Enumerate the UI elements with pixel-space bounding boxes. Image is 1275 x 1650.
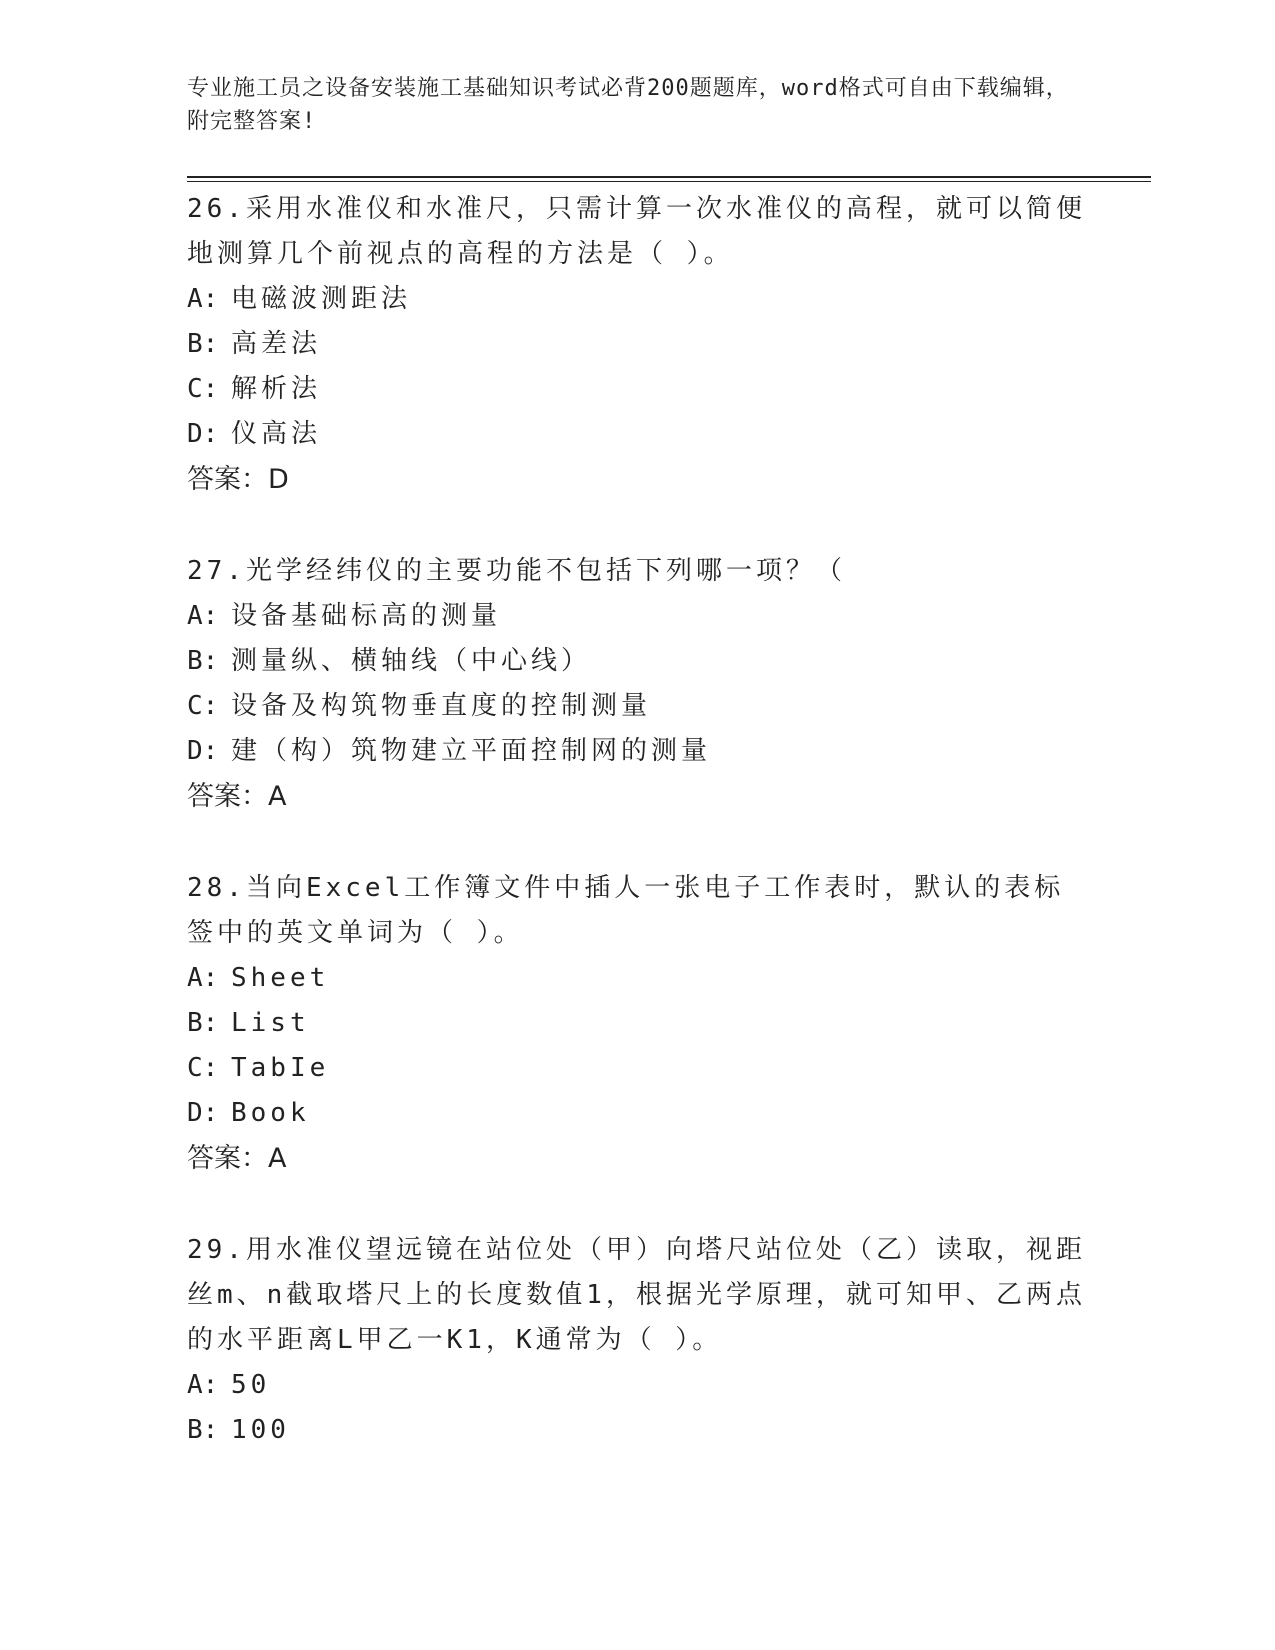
option-text: 仪高法 [231,419,322,449]
option-text: 高差法 [231,329,322,359]
answer-line: 答案：D [187,464,289,495]
option-b [187,639,1087,684]
option-letter: C: [187,1053,219,1083]
option-text: 50 [231,1370,271,1400]
option-text: 电磁波测距法 [231,284,412,314]
option-letter: C: [187,374,219,404]
option-letter: A: [187,1370,219,1400]
option-letter: C: [187,691,219,721]
option-text: 设备基础标高的测量 [231,601,502,631]
option-c [187,684,1087,729]
option-letter: D: [187,419,219,449]
option-letter: A: [187,284,219,314]
option-b [187,322,1087,367]
option-d [187,1091,1087,1136]
question-27 [187,549,1087,820]
option-letter: A: [187,601,219,631]
question-stem: 27.光学经纬仪的主要功能不包括下列哪一项？（ [187,556,846,586]
option-letter: D: [187,736,219,766]
question-stem: 29.用水准仪望远镜在站位处（甲）向塔尺站位处（乙）读取，视距丝m、n截取塔尺上的长度数值1，根据光学原理，就可知甲、乙两点的水平距离L甲乙一K1，K通常为（ ）。 [187,1235,1086,1355]
option-d [187,412,1087,457]
question-29 [187,1228,1087,1453]
option-text: Sheet [231,963,330,993]
option-text: List [231,1008,310,1038]
option-text: 测量纵、横轴线（中心线） [231,646,592,676]
question-stem: 28.当向Excel工作簿文件中插人一张电子工作表时，默认的表标签中的英文单词为（ ）。 [187,873,1065,948]
option-text: 设备及构筑物垂直度的控制测量 [231,691,652,721]
option-a [187,594,1087,639]
option-text: 100 [231,1415,290,1445]
document-header: 专业施工员之设备安装施工基础知识考试必背200题题库，word格式可自由下载编辑，附完整答案! [187,76,1069,134]
option-b [187,1001,1087,1046]
header-divider-thin [187,181,1151,182]
option-letter: B: [187,1415,219,1445]
option-c [187,1046,1087,1091]
option-text: Book [231,1098,310,1128]
option-letter: B: [187,646,219,676]
answer-line: 答案：A [187,1143,287,1174]
option-letter: B: [187,1008,219,1038]
option-text: 建（构）筑物建立平面控制网的测量 [231,736,712,766]
option-letter: A: [187,963,219,993]
option-letter: B: [187,329,219,359]
option-text: TabIe [231,1053,330,1083]
option-c [187,367,1087,412]
option-a [187,277,1087,322]
question-stem: 26.采用水准仪和水准尺，只需计算一次水准仪的高程，就可以简便地测算几个前视点的高程的方法是（ ）。 [187,194,1086,269]
option-a [187,956,1087,1001]
question-26 [187,187,1087,503]
option-text: 解析法 [231,374,322,404]
option-b [187,1408,1087,1453]
header-divider-thick [187,176,1151,178]
answer-line: 答案：A [187,781,287,812]
question-list [187,187,1087,1499]
option-letter: D: [187,1098,219,1128]
option-a [187,1363,1087,1408]
option-d [187,729,1087,774]
question-28 [187,866,1087,1182]
